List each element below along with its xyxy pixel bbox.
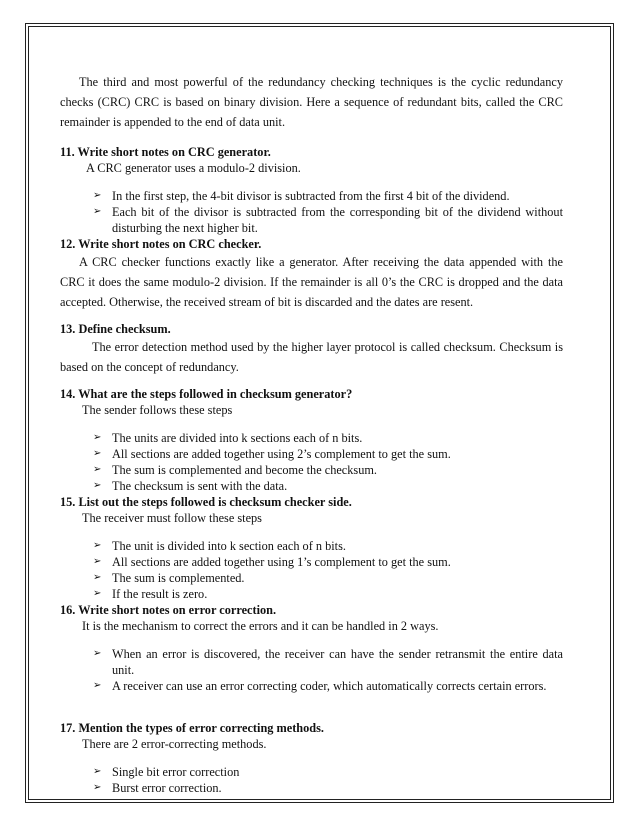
- list-item: ➢ The checksum is sent with the data.: [93, 479, 288, 493]
- list-item: ➢ If the result is zero.: [93, 587, 208, 601]
- document-content: [60, 72, 563, 796]
- list-item: ➢ All sections are added together using 2’s complement to get the sum.: [93, 447, 451, 461]
- list-item: ➢ In the first step, the 4-bit divisor is subtracted from the first 4 bit of the dividend.: [93, 189, 510, 203]
- list-item: ➢ When an error is discovered, the receiver can have the sender retransmit the entire data unit.: [93, 647, 563, 677]
- section-checksum-generator: [60, 386, 563, 494]
- question-heading: 15. List out the steps followed is checksum checker side.: [60, 495, 352, 509]
- section-crc-generator: [60, 144, 563, 236]
- arrow-bullet-icon: ➢: [93, 782, 102, 793]
- bullet-list: [60, 538, 563, 602]
- list-item: ➢ All sections are added together using 1’s complement to get the sum.: [93, 555, 451, 569]
- question-heading: 11. Write short notes on CRC generator.: [60, 145, 271, 159]
- question-heading: 16. Write short notes on error correction.: [60, 603, 277, 617]
- arrow-bullet-icon: ➢: [93, 766, 102, 777]
- answer-text: The sender follows these steps: [82, 403, 233, 417]
- section-crc-checker: [60, 236, 563, 312]
- bullet-list: [60, 188, 563, 236]
- arrow-bullet-icon: ➢: [93, 572, 102, 583]
- section-error-correction: [60, 602, 563, 694]
- arrow-bullet-icon: ➢: [93, 448, 102, 459]
- arrow-bullet-icon: ➢: [93, 480, 102, 491]
- question-heading: 12. Write short notes on CRC checker.: [60, 237, 262, 251]
- answer-text: It is the mechanism to correct the errors and it can be handled in 2 ways.: [82, 619, 439, 633]
- list-item: ➢ Burst error correction.: [93, 781, 222, 795]
- question-heading: 17. Mention the types of error correcting methods.: [60, 721, 324, 735]
- list-item: ➢ The sum is complemented and become the checksum.: [93, 463, 377, 477]
- arrow-bullet-icon: ➢: [93, 680, 102, 691]
- bullet-list: [60, 430, 563, 494]
- list-item: ➢ The unit is divided into k section each of n bits.: [93, 539, 346, 553]
- list-item: ➢ The units are divided into k sections each of n bits.: [93, 431, 363, 445]
- arrow-bullet-icon: ➢: [93, 540, 102, 551]
- list-item: ➢ A receiver can use an error correcting coder, which automatically corrects certain errors.: [93, 679, 547, 693]
- intro-paragraph: The third and most powerful of the redundancy checking techniques is the cyclic redundancy checks (CRC) CRC is based on binary division. Here a sequence of redundant bits, called the CRC remainder is appended to the end of data unit.: [60, 75, 563, 129]
- section-error-correcting-methods: [60, 720, 563, 796]
- answer-text: A CRC checker functions exactly like a generator. After receiving the data appended with the CRC it does the same modulo-2 division. If the remainder is all 0’s the CRC is dropped and the data accepted. Otherwise, the received stream of bit is discarded and the dates are resent.: [60, 255, 563, 309]
- section-checksum: [60, 321, 563, 377]
- answer-text: There are 2 error-correcting methods.: [82, 737, 267, 751]
- arrow-bullet-icon: ➢: [93, 588, 102, 599]
- question-heading: 14. What are the steps followed in checksum generator?: [60, 387, 353, 401]
- list-item: ➢ The sum is complemented.: [93, 571, 245, 585]
- arrow-bullet-icon: ➢: [93, 648, 102, 659]
- arrow-bullet-icon: ➢: [93, 464, 102, 475]
- answer-text: A CRC generator uses a modulo-2 division.: [86, 161, 301, 175]
- answer-text: The receiver must follow these steps: [82, 511, 262, 525]
- list-item: ➢ Each bit of the divisor is subtracted from the corresponding bit of the dividend without disturbing the next higher bit.: [93, 205, 563, 235]
- bullet-list: [60, 646, 563, 694]
- arrow-bullet-icon: ➢: [93, 556, 102, 567]
- question-heading: 13. Define checksum.: [60, 322, 171, 336]
- arrow-bullet-icon: ➢: [93, 206, 102, 217]
- bullet-list: [60, 764, 563, 796]
- list-item: ➢ Single bit error correction: [93, 765, 240, 779]
- answer-text: The error detection method used by the higher layer protocol is called checksum. Checksum is based on the concept of redundancy.: [60, 340, 563, 374]
- arrow-bullet-icon: ➢: [93, 432, 102, 443]
- section-checksum-checker: [60, 494, 563, 602]
- arrow-bullet-icon: ➢: [93, 190, 102, 201]
